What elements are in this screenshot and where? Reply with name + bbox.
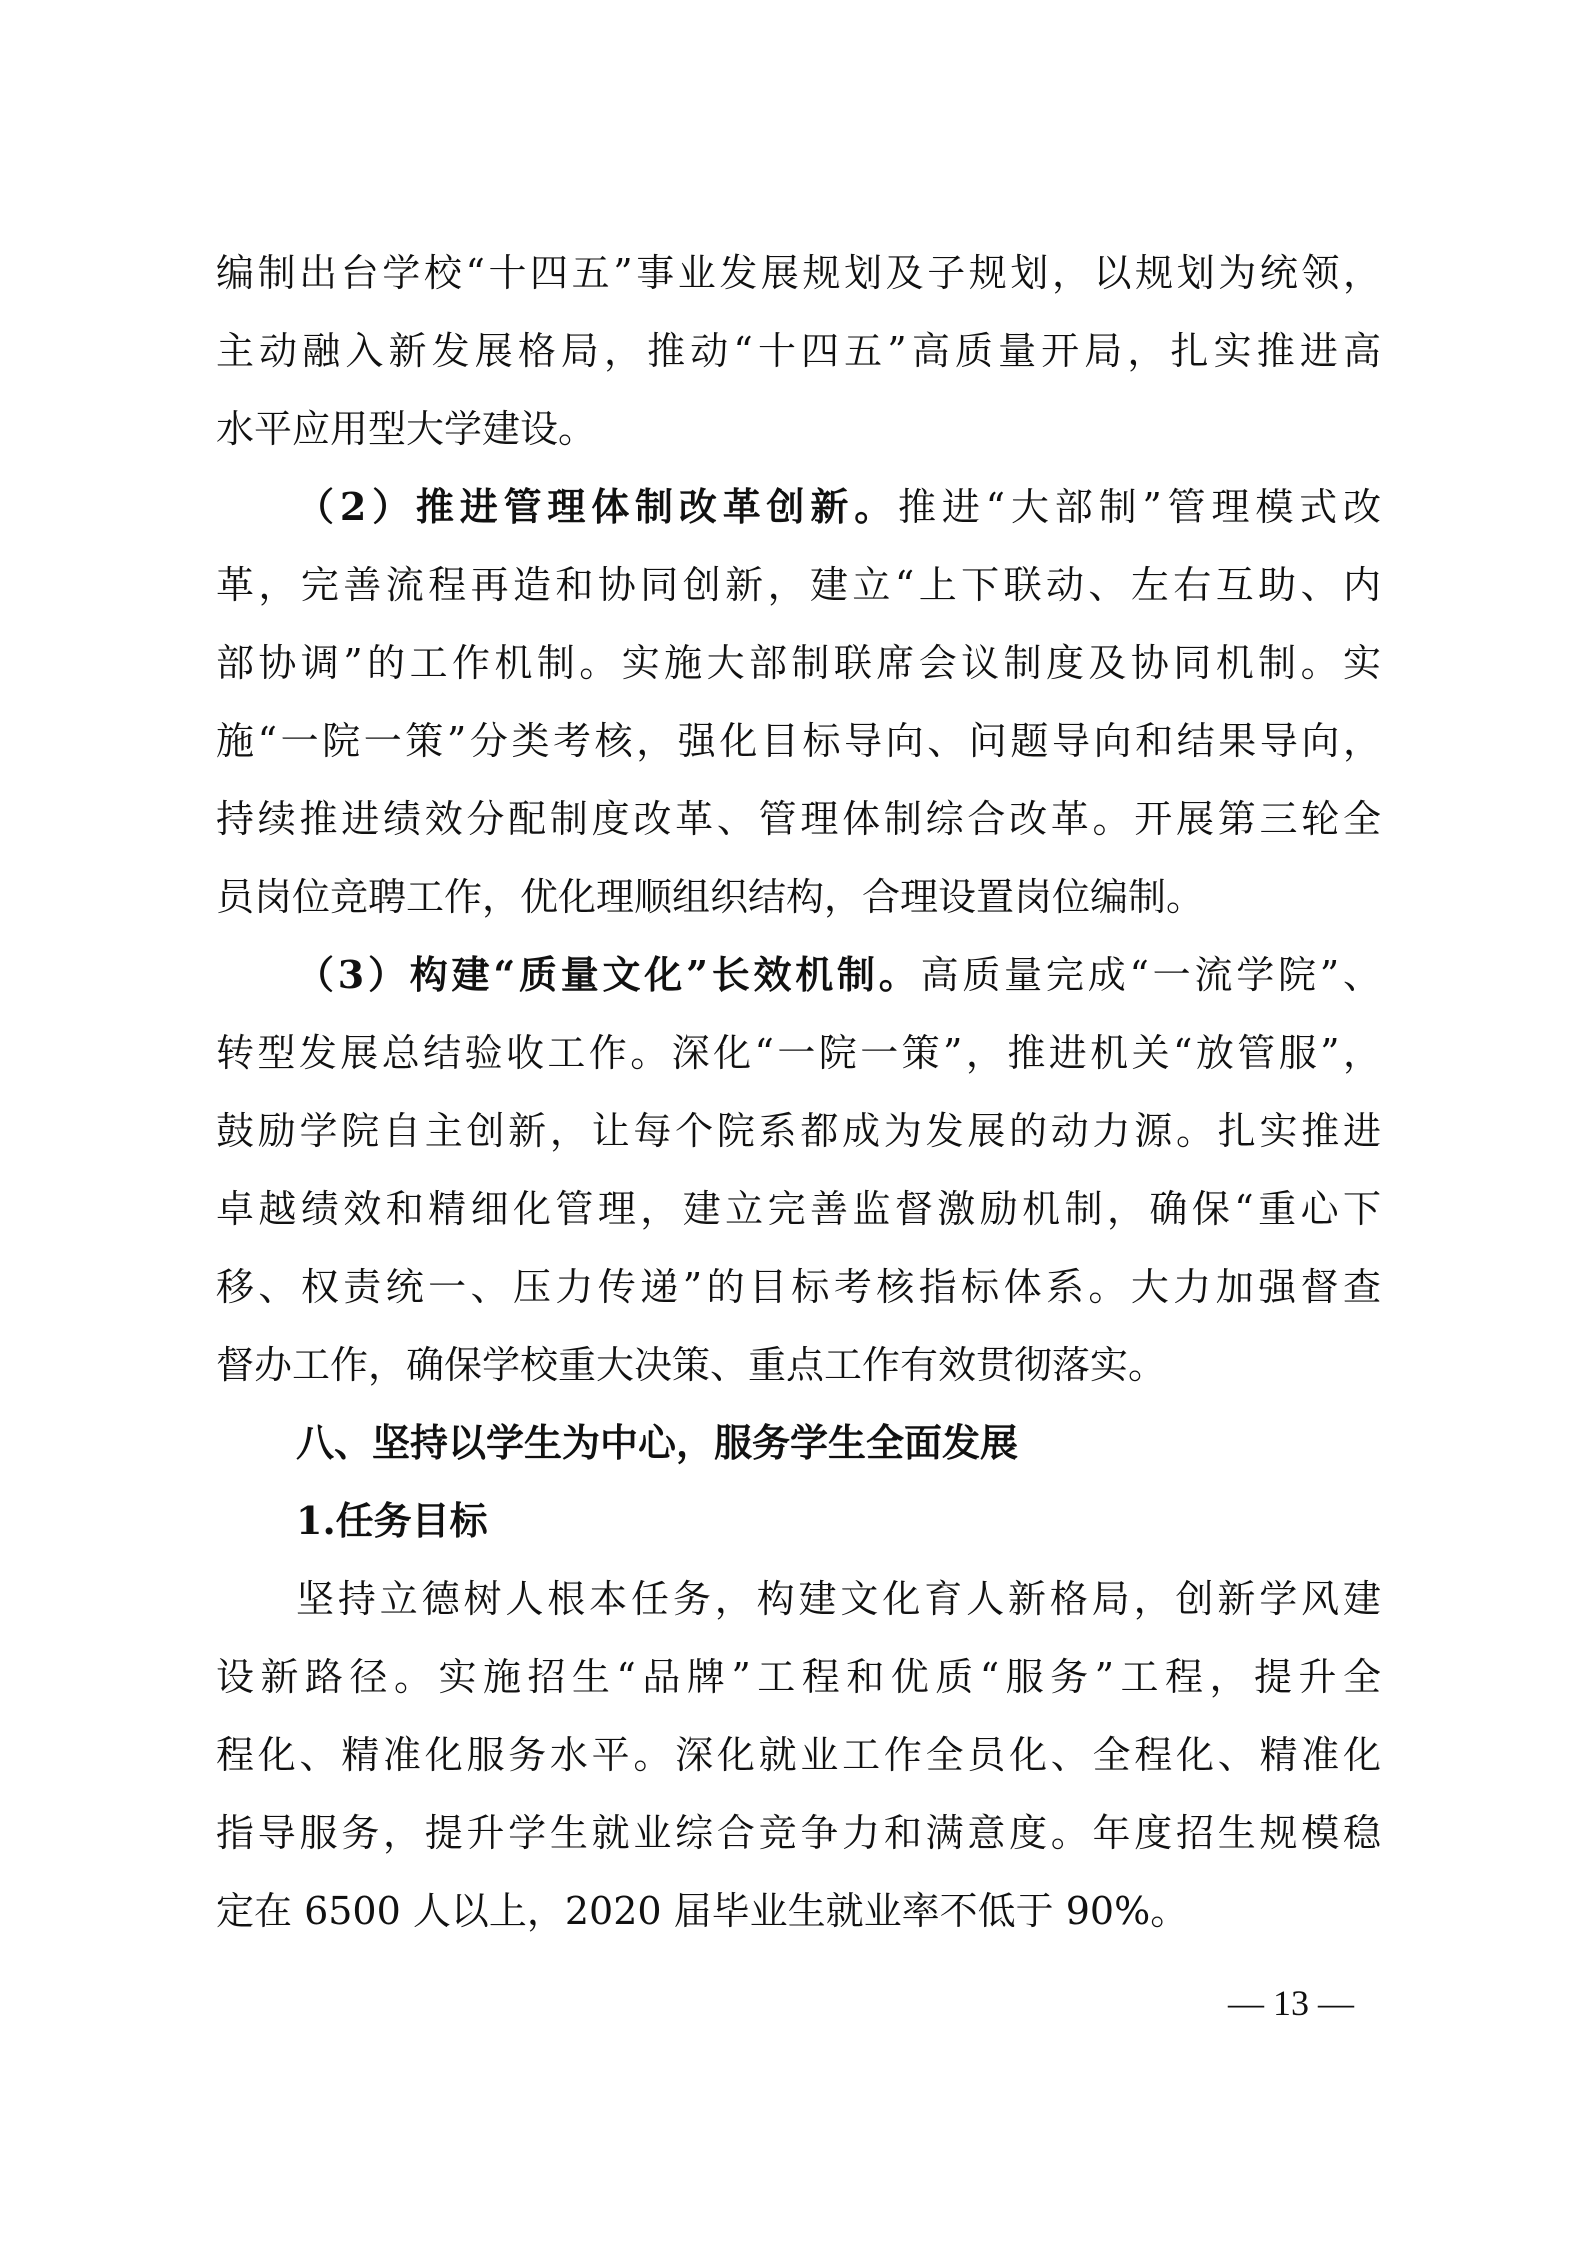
- paragraph-text: 推进“大部制”管理模式改: [898, 485, 1381, 529]
- paragraph-line: 编制出台学校“十四五”事业发展规划及子规划，以规划为统领，: [216, 251, 1381, 295]
- paragraph-line: 移、权责统一、压力传递”的目标考核指标体系。大力加强督查: [216, 1265, 1381, 1309]
- subsection-lead-management-reform: （2）推进管理体制改革创新。: [296, 484, 899, 529]
- paragraph-line: 员岗位竞聘工作，优化理顺组织结构，合理设置岗位编制。: [216, 875, 1205, 919]
- paragraph-line: 水平应用型大学建设。: [216, 407, 597, 451]
- paragraph-line: 定在 6500 人以上，2020 届毕业生就业率不低于 90%。: [216, 1889, 1189, 1933]
- paragraph-line: 督办工作，确保学校重大决策、重点工作有效贯彻落实。: [216, 1343, 1167, 1387]
- subsection-heading: 1.任务目标: [296, 1498, 488, 1543]
- page-number: — 13 —: [1228, 1983, 1354, 2023]
- paragraph-line: 程化、精准化服务水平。深化就业工作全员化、全程化、精准化: [216, 1733, 1381, 1777]
- paragraph-line: 革，完善流程再造和协同创新，建立“上下联动、左右互助、内: [216, 563, 1381, 607]
- subsection-lead-quality-culture: （3）构建“质量文化”长效机制。: [296, 952, 921, 997]
- paragraph-line: 部协调”的工作机制。实施大部制联席会议制度及协同机制。实: [216, 641, 1381, 685]
- paragraph-line: 施“一院一策”分类考核，强化目标导向、问题导向和结果导向，: [216, 719, 1381, 763]
- paragraph-first-line: 坚持立德树人根本任务，构建文化育人新格局，创新学风建: [296, 1577, 1381, 1621]
- paragraph-line: 鼓励学院自主创新，让每个院系都成为发展的动力源。扎实推进: [216, 1109, 1381, 1153]
- section-heading: 八、坚持以学生为中心，服务学生全面发展: [296, 1421, 1019, 1465]
- paragraph-first-line: [216, 468, 1381, 546]
- paragraph-first-line: [216, 936, 1381, 1014]
- paragraph-line: 转型发展总结验收工作。深化“一院一策”，推进机关“放管服”，: [216, 1031, 1381, 1075]
- paragraph-line: 主动融入新发展格局，推动“十四五”高质量开局，扎实推进高: [216, 329, 1381, 373]
- paragraph-text: 高质量完成“一流学院”、: [920, 953, 1381, 997]
- paragraph-line: 持续推进绩效分配制度改革、管理体制综合改革。开展第三轮全: [216, 797, 1381, 841]
- document-body: [216, 234, 1381, 1950]
- paragraph-line: 卓越绩效和精细化管理，建立完善监督激励机制，确保“重心下: [216, 1187, 1381, 1231]
- paragraph-line: 指导服务，提升学生就业综合竞争力和满意度。年度招生规模稳: [216, 1811, 1381, 1855]
- paragraph-line: 设新路径。实施招生“品牌”工程和优质“服务”工程，提升全: [216, 1655, 1381, 1699]
